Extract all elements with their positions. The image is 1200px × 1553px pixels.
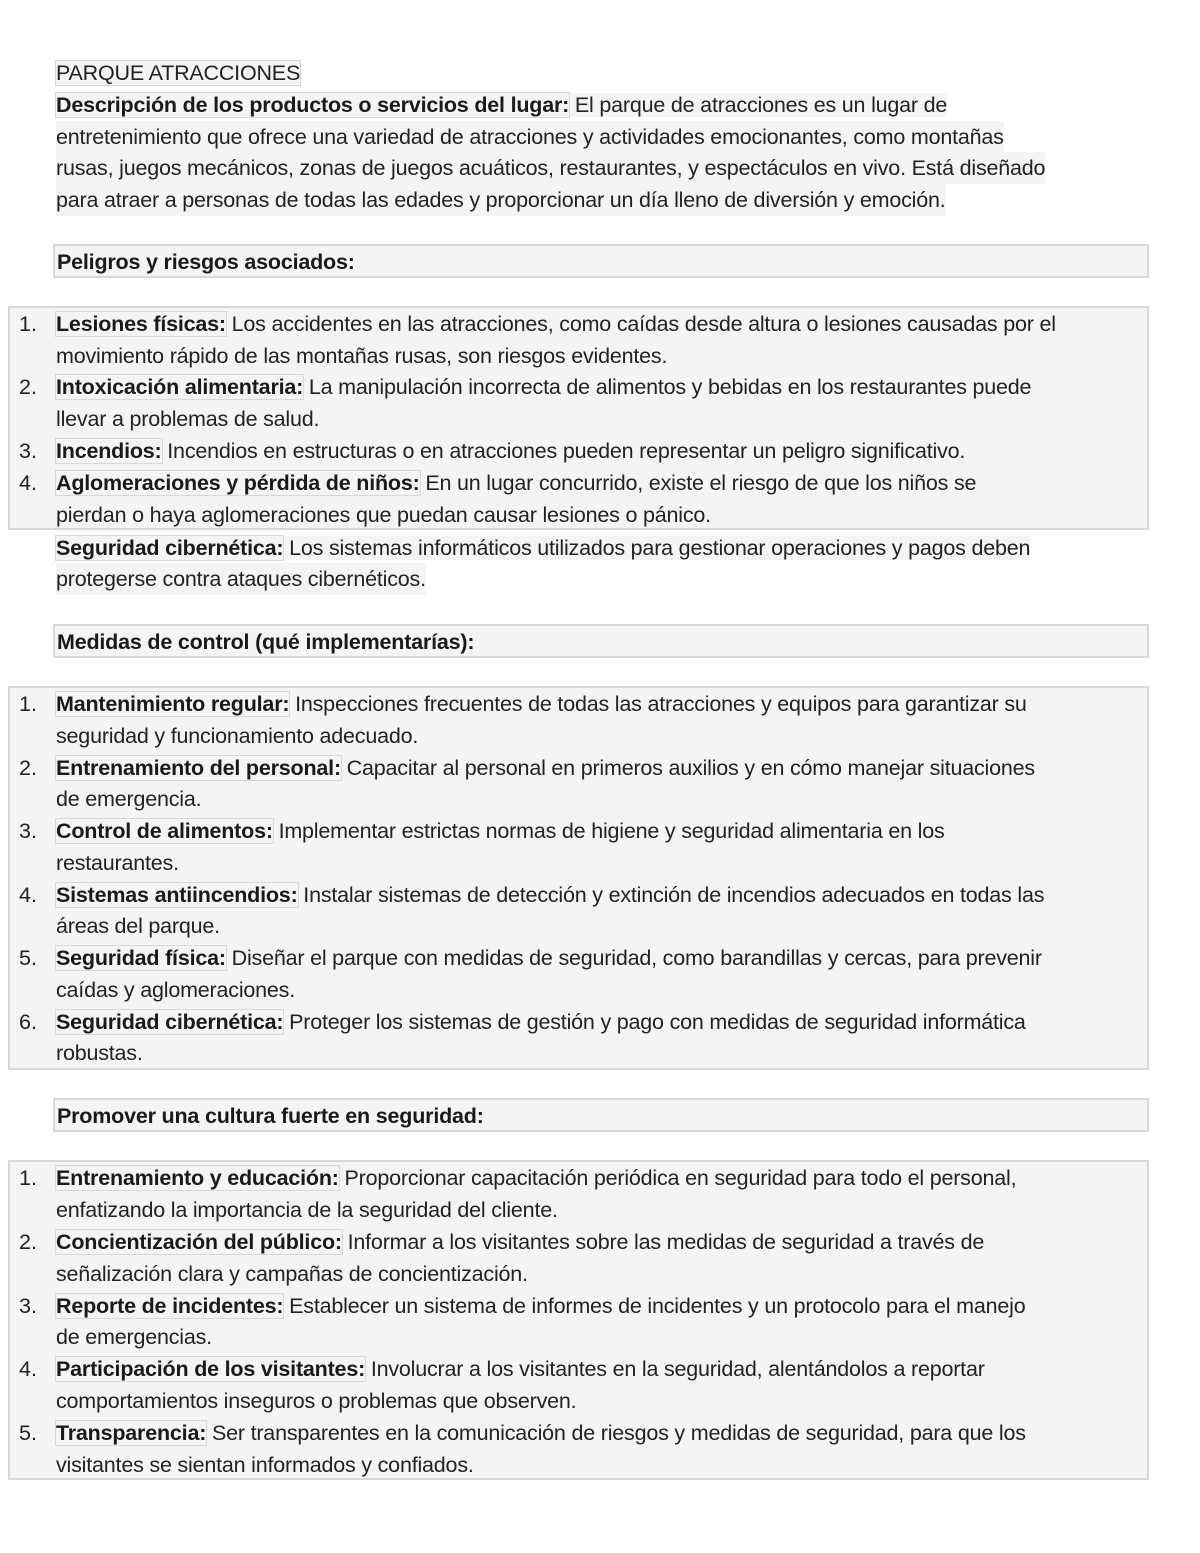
list-number: 2. <box>19 375 37 399</box>
description-line-4: para atraer a personas de todas las edades y proporcionar un día lleno de diversión y emoción. <box>56 184 946 216</box>
list-item-continuation: áreas del parque. <box>56 914 220 938</box>
culture-heading: Promover una cultura fuerte en seguridad: <box>57 1104 484 1128</box>
list-item: Seguridad cibernética: Proteger los sistemas de gestión y pago con medidas de seguridad informática <box>56 1010 1026 1034</box>
list-number: 5. <box>19 1421 37 1445</box>
list-item: Mantenimiento regular: Inspecciones frecuentes de todas las atracciones y equipos para garantizar su <box>56 692 1027 716</box>
list-number: 3. <box>19 819 37 843</box>
list-item: Control de alimentos: Implementar estrictas normas de higiene y seguridad alimentaria en los <box>56 819 945 843</box>
list-number: 3. <box>19 439 37 463</box>
list-item: Transparencia: Ser transparentes en la comunicación de riesgos y medidas de seguridad, para que los <box>56 1421 1026 1445</box>
document-title: PARQUE ATRACCIONES <box>56 61 301 85</box>
list-number: 6. <box>19 1010 37 1034</box>
list-item-continuation: señalización clara y campañas de concientización. <box>56 1262 528 1286</box>
hazards-extra-continuation: protegerse contra ataques cibernéticos. <box>56 563 426 595</box>
list-number: 1. <box>19 692 37 716</box>
list-item-continuation: seguridad y funcionamiento adecuado. <box>56 724 419 748</box>
list-item: Aglomeraciones y pérdida de niños: En un lugar concurrido, existe el riesgo de que los niños se <box>56 471 977 495</box>
list-number: 1. <box>19 312 37 336</box>
list-item: Reporte de incidentes: Establecer un sistema de informes de incidentes y un protocolo para el manejo <box>56 1294 1026 1318</box>
list-number: 4. <box>19 883 37 907</box>
hazards-heading: Peligros y riesgos asociados: <box>57 250 355 274</box>
list-item-continuation: restaurantes. <box>56 851 179 875</box>
list-number: 2. <box>19 756 37 780</box>
list-item: Intoxicación alimentaria: La manipulación incorrecta de alimentos y bebidas en los restaurantes puede <box>56 375 1032 399</box>
list-item: Entrenamiento y educación: Proporcionar capacitación periódica en seguridad para todo el personal, <box>56 1166 1017 1190</box>
description-line-3: rusas, juegos mecánicos, zonas de juegos acuáticos, restaurantes, y espectáculos en vivo. Está diseñado <box>56 152 1045 184</box>
list-item: Seguridad física: Diseñar el parque con medidas de seguridad, como barandillas y cercas, para prevenir <box>56 946 1042 970</box>
list-item-continuation: de emergencia. <box>56 787 202 811</box>
list-item: Participación de los visitantes: Involucrar a los visitantes en la seguridad, alentándolos a reportar <box>56 1357 985 1381</box>
list-number: 4. <box>19 471 37 495</box>
list-item-continuation: caídas y aglomeraciones. <box>56 978 295 1002</box>
description-label: Descripción de los productos o servicios del lugar: <box>56 93 570 117</box>
list-number: 2. <box>19 1230 37 1254</box>
list-item-continuation: comportamientos inseguros o problemas que observen. <box>56 1389 577 1413</box>
list-number: 5. <box>19 946 37 970</box>
description-line-1: Descripción de los productos o servicios del lugar: El parque de atracciones es un lugar de <box>56 93 948 117</box>
list-number: 3. <box>19 1294 37 1318</box>
list-number: 4. <box>19 1357 37 1381</box>
list-item-continuation: visitantes se sientan informados y confiados. <box>56 1453 474 1477</box>
list-item-continuation: pierdan o haya aglomeraciones que puedan causar lesiones o pánico. <box>56 503 711 527</box>
list-item-continuation: enfatizando la importancia de la seguridad del cliente. <box>56 1198 558 1222</box>
list-item-continuation: de emergencias. <box>56 1325 212 1349</box>
list-item: Concientización del público: Informar a los visitantes sobre las medidas de seguridad a través de <box>56 1230 985 1254</box>
description-line-2: entretenimiento que ofrece una variedad de atracciones y actividades emocionantes, como montañas <box>56 121 1004 153</box>
list-item: Entrenamiento del personal: Capacitar al personal en primeros auxilios y en cómo manejar situaciones <box>56 756 1035 780</box>
list-item-continuation: llevar a problemas de salud. <box>56 407 320 431</box>
list-item: Lesiones físicas: Los accidentes en las atracciones, como caídas desde altura o lesiones causadas por el <box>56 312 1056 336</box>
list-item-continuation: robustas. <box>56 1041 143 1065</box>
hazards-extra-item: Seguridad cibernética: Los sistemas informáticos utilizados para gestionar operaciones y pagos deben <box>56 536 1031 560</box>
list-item-continuation: movimiento rápido de las montañas rusas, son riesgos evidentes. <box>56 344 668 368</box>
list-item: Incendios: Incendios en estructuras o en atracciones pueden representar un peligro significativo. <box>56 439 966 463</box>
controls-heading: Medidas de control (qué implementarías): <box>57 630 475 654</box>
list-number: 1. <box>19 1166 37 1190</box>
list-item: Sistemas antiincendios: Instalar sistemas de detección y extinción de incendios adecuados en todas las <box>56 883 1045 907</box>
